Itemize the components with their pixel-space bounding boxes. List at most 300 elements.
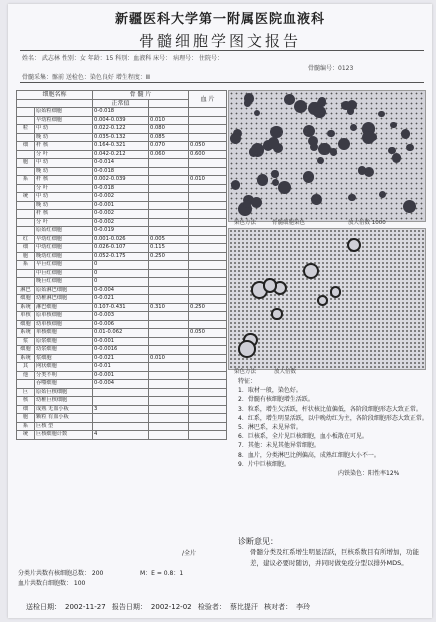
row-blood-value bbox=[189, 210, 227, 219]
row-system: 细胞 bbox=[17, 320, 35, 329]
row-normal-range: 0-0.001 bbox=[93, 337, 149, 346]
row-system: 胞 bbox=[17, 252, 35, 261]
row-blood-value bbox=[189, 269, 227, 278]
caption-magnification: 放大倍数 1000 bbox=[348, 220, 386, 226]
row-blood-value bbox=[189, 218, 227, 227]
row-cell-name: 早巨红细胞 bbox=[35, 261, 93, 270]
report-date: 2002-12-02 bbox=[150, 603, 192, 611]
marrow-micrograph-2 bbox=[228, 228, 426, 370]
row-marrow-value bbox=[149, 193, 189, 202]
row-marrow-value: 0.060 bbox=[149, 150, 189, 159]
row-normal-range: 0-0.01 bbox=[93, 363, 149, 372]
row-blood-value bbox=[189, 380, 227, 389]
marrow-cell bbox=[249, 147, 258, 156]
row-system bbox=[17, 218, 35, 227]
row-cell-name: 晚幼红细胞 bbox=[35, 252, 93, 261]
caption-stain-method: 染色方法 bbox=[234, 220, 257, 226]
row-system: 统 bbox=[17, 431, 35, 440]
table-row bbox=[17, 193, 227, 202]
row-cell-name: 原始红细胞 bbox=[35, 227, 93, 236]
row-blood-value bbox=[189, 193, 227, 202]
row-marrow-value bbox=[149, 329, 189, 338]
row-normal-range: 0-0.004 bbox=[93, 380, 149, 389]
row-marrow-value: 0.250 bbox=[149, 252, 189, 261]
report-title: 骨髓细胞学图文报告 bbox=[138, 32, 301, 50]
marrow-cell bbox=[313, 106, 325, 118]
row-marrow-value bbox=[149, 278, 189, 287]
row-marrow-value bbox=[149, 210, 189, 219]
row-system bbox=[17, 184, 35, 193]
row-marrow-value bbox=[149, 286, 189, 295]
row-cell-name: 原始粒细胞 bbox=[35, 108, 93, 117]
row-normal-range: 0.001-0.026 bbox=[93, 235, 149, 244]
row-normal-range bbox=[93, 414, 149, 423]
row-blood-value bbox=[189, 295, 227, 304]
marrow-cell bbox=[230, 133, 241, 144]
marrow-cell bbox=[268, 137, 279, 148]
row-normal-range: 0 bbox=[93, 269, 149, 278]
row-marrow-value bbox=[149, 346, 189, 355]
marrow-cell bbox=[348, 194, 356, 202]
row-system: 胞 bbox=[17, 414, 35, 423]
table-row bbox=[17, 363, 227, 372]
marrow-cell bbox=[338, 138, 350, 150]
row-normal-range: 0-0.002 bbox=[93, 218, 149, 227]
divider bbox=[20, 82, 424, 83]
row-marrow-value bbox=[149, 184, 189, 193]
table-row bbox=[17, 414, 227, 423]
table-row bbox=[17, 278, 227, 287]
row-cell-name: 吞噬细胞 bbox=[35, 380, 93, 389]
row-cell-name: 早幼粒细胞 bbox=[35, 116, 93, 125]
table-row bbox=[17, 116, 227, 125]
row-cell-name: 幼稚巨核细胞 bbox=[35, 397, 93, 406]
row-system bbox=[17, 167, 35, 176]
row-blood-value: 0.050 bbox=[189, 329, 227, 338]
table-row bbox=[17, 337, 227, 346]
row-cell-name: 网状细胞 bbox=[35, 363, 93, 372]
table-row bbox=[17, 210, 227, 219]
row-normal-range: 0-0.001 bbox=[93, 371, 149, 380]
row-marrow-value bbox=[149, 167, 189, 176]
caption-stain: 骨髓细胞染色 bbox=[272, 220, 306, 226]
row-system: 粒 bbox=[17, 125, 35, 134]
marrow-cell bbox=[317, 99, 326, 108]
table-row bbox=[17, 227, 227, 236]
row-normal-range: 0 bbox=[93, 278, 149, 287]
row-cell-name: 淋巴细胞 bbox=[35, 303, 93, 312]
megakaryocyte-unit: /全片 bbox=[182, 550, 197, 557]
row-system: 红 bbox=[17, 235, 35, 244]
row-cell-name: 杆 核 bbox=[35, 176, 93, 185]
row-system: 胞 bbox=[17, 159, 35, 168]
row-system: 系 bbox=[17, 422, 35, 431]
row-marrow-value bbox=[149, 295, 189, 304]
row-marrow-value bbox=[149, 108, 189, 117]
marrow-cell bbox=[271, 308, 282, 319]
row-system bbox=[17, 150, 35, 159]
row-system: 统 bbox=[17, 193, 35, 202]
marrow-micrograph-1 bbox=[228, 90, 426, 222]
marrow-cell bbox=[378, 111, 384, 117]
table-row bbox=[17, 380, 227, 389]
row-normal-range: 0-0.0016 bbox=[93, 346, 149, 355]
marrow-cell bbox=[330, 148, 337, 155]
row-system: 细 bbox=[17, 142, 35, 151]
row-normal-range: 0-0.018 bbox=[93, 184, 149, 193]
row-marrow-value: 0.085 bbox=[149, 133, 189, 142]
hospital-name: 新疆医科大学第一附属医院血液科 bbox=[114, 12, 325, 27]
features-heading: 特征： bbox=[238, 378, 257, 385]
header-normal: 正常值 bbox=[93, 99, 149, 108]
table-row bbox=[17, 252, 227, 261]
row-cell-name: 晚 幼 bbox=[35, 133, 93, 142]
row-normal-range: 0-0.004 bbox=[93, 286, 149, 295]
row-marrow-value bbox=[149, 227, 189, 236]
checker-name: 蔡比提汗 bbox=[229, 603, 258, 611]
row-normal-range: 0-0.021 bbox=[93, 354, 149, 363]
marrow-number: 骨髓编号：0123 bbox=[308, 65, 354, 72]
row-normal-range: 0.042-0.212 bbox=[93, 150, 149, 159]
row-cell-name: 晚 幼 bbox=[35, 201, 93, 210]
row-marrow-value bbox=[149, 388, 189, 397]
row-normal-range: 0.002-0.039 bbox=[93, 176, 149, 185]
row-normal-range: 4 bbox=[93, 431, 149, 440]
row-marrow-value: 0.010 bbox=[149, 354, 189, 363]
row-system: 细胞 bbox=[17, 346, 35, 355]
marrow-cell bbox=[294, 100, 307, 113]
marrow-cell bbox=[284, 94, 295, 105]
row-blood-value bbox=[189, 252, 227, 261]
marrow-cell bbox=[271, 170, 278, 177]
feature-item: 8．血片，分类淋巴比例偏高，成熟红细胞大小不一。 bbox=[238, 451, 380, 459]
features-section bbox=[238, 377, 428, 478]
reviewer-label: 核对者： bbox=[264, 603, 293, 611]
feature-item: 3．粒系，增生欠活跃，杆状核比值偏低，各阶段细胞形态大致正常。 bbox=[238, 405, 422, 413]
row-cell-name: 原单核细胞 bbox=[35, 312, 93, 321]
row-marrow-value bbox=[149, 363, 189, 372]
row-blood-value bbox=[189, 159, 227, 168]
marrow-cell bbox=[231, 180, 241, 190]
table-row bbox=[17, 269, 227, 278]
row-marrow-value: 0.310 bbox=[149, 303, 189, 312]
row-cell-name: 颗粒 有血小板 bbox=[35, 414, 93, 423]
row-system: 巨 bbox=[17, 388, 35, 397]
send-date: 2002-11-27 bbox=[65, 603, 106, 611]
marrow-cell bbox=[390, 122, 396, 128]
row-system bbox=[17, 210, 35, 219]
header-cell-name: 细胞名称 bbox=[17, 91, 93, 100]
row-system bbox=[17, 269, 35, 278]
row-marrow-value bbox=[149, 159, 189, 168]
row-marrow-value bbox=[149, 337, 189, 346]
row-system: 系 bbox=[17, 261, 35, 270]
row-system: 系统 bbox=[17, 329, 35, 338]
table-row bbox=[17, 354, 227, 363]
row-normal-range bbox=[93, 397, 149, 406]
row-marrow-value bbox=[149, 431, 189, 440]
row-marrow-value bbox=[149, 397, 189, 406]
table-row bbox=[17, 320, 227, 329]
row-system: 细 bbox=[17, 405, 35, 414]
feature-item: 4．红系，增生明显活跃，以中晚幼红为主，各阶段细胞形态大致正常。 bbox=[238, 414, 428, 422]
row-normal-range: 0.01-0.062 bbox=[93, 329, 149, 338]
table-row bbox=[17, 150, 227, 159]
row-system: 单核 bbox=[17, 312, 35, 321]
row-cell-name: 浆细胞 bbox=[35, 354, 93, 363]
row-system: 核 bbox=[17, 397, 35, 406]
marrow-cell bbox=[358, 166, 366, 174]
table-row bbox=[17, 422, 227, 431]
row-blood-value bbox=[189, 244, 227, 253]
row-blood-value bbox=[189, 278, 227, 287]
table-row bbox=[17, 371, 227, 380]
row-marrow-value bbox=[149, 380, 189, 389]
row-normal-range bbox=[93, 422, 149, 431]
table-row bbox=[17, 218, 227, 227]
row-marrow-value bbox=[149, 320, 189, 329]
row-blood-value bbox=[189, 312, 227, 321]
row-normal-range: 0-0.019 bbox=[93, 227, 149, 236]
row-marrow-value bbox=[149, 414, 189, 423]
features-list bbox=[238, 386, 428, 469]
table-row bbox=[17, 405, 227, 414]
row-cell-name: 分类不明 bbox=[35, 371, 93, 380]
row-system: 他 bbox=[17, 371, 35, 380]
marrow-cell bbox=[311, 194, 322, 205]
row-blood-value bbox=[189, 346, 227, 355]
row-blood-value bbox=[189, 125, 227, 134]
row-normal-range: 0.026-0.107 bbox=[93, 244, 149, 253]
header-value bbox=[149, 99, 189, 108]
row-blood-value bbox=[189, 388, 227, 397]
row-blood-value bbox=[189, 261, 227, 270]
table-row bbox=[17, 388, 227, 397]
row-cell-name: 幼稚淋巴细胞 bbox=[35, 295, 93, 304]
marrow-cell bbox=[303, 171, 314, 182]
table-row bbox=[17, 167, 227, 176]
marrow-cell bbox=[379, 191, 386, 198]
row-system: 浆 bbox=[17, 337, 35, 346]
row-blood-value: 0.050 bbox=[189, 142, 227, 151]
send-date-label: 送检日期： bbox=[26, 603, 61, 611]
feature-item: 7．其他：未见其他异常细胞。 bbox=[238, 442, 320, 450]
table-row bbox=[17, 312, 227, 321]
row-blood-value: 0.010 bbox=[189, 176, 227, 185]
row-marrow-value bbox=[149, 176, 189, 185]
row-system: 细胞 bbox=[17, 295, 35, 304]
row-marrow-value bbox=[149, 201, 189, 210]
row-normal-range: 0.052-0.175 bbox=[93, 252, 149, 261]
row-cell-name: 晚 幼 bbox=[35, 167, 93, 176]
row-system bbox=[17, 108, 35, 117]
row-cell-name: 单核细胞 bbox=[35, 329, 93, 338]
row-normal-range: 0-0.001 bbox=[93, 201, 149, 210]
total-nucleated-count: 分类片共数有核细胞总数： 200 bbox=[18, 570, 104, 577]
row-system bbox=[17, 278, 35, 287]
row-normal-range: 0.164-0.321 bbox=[93, 142, 149, 151]
row-normal-range: 0 bbox=[93, 261, 149, 270]
row-blood-value bbox=[189, 286, 227, 295]
row-cell-name: 巨核细胞计数 bbox=[35, 431, 93, 440]
row-normal-range: 0-0.006 bbox=[93, 320, 149, 329]
row-cell-name: 原浆细胞 bbox=[35, 337, 93, 346]
row-blood-value bbox=[189, 354, 227, 363]
conclusion-text: 骨髓分类及红系增生明显活跃，巨核系数目有所增加，功能差，建议必要时随访，并同时做免疫分型以排外MDS。 bbox=[250, 548, 419, 567]
row-normal-range: 0-0.014 bbox=[93, 159, 149, 168]
row-marrow-value bbox=[149, 218, 189, 227]
row-marrow-value bbox=[149, 422, 189, 431]
row-normal-range: 3 bbox=[93, 405, 149, 414]
table-row bbox=[17, 142, 227, 151]
feature-item: 6．巨核系，全片见巨核细胞，血小板散在可见。 bbox=[238, 433, 368, 441]
row-marrow-value bbox=[149, 269, 189, 278]
table-row bbox=[17, 303, 227, 312]
marrow-cell bbox=[244, 99, 251, 106]
table-row bbox=[17, 125, 227, 134]
row-blood-value bbox=[189, 116, 227, 125]
row-system bbox=[17, 116, 35, 125]
caption-magnification-2: 放大倍数 bbox=[274, 369, 297, 375]
reviewer-name: 李玲 bbox=[296, 603, 311, 611]
report-date-label: 报告日期： bbox=[111, 603, 147, 611]
row-marrow-value bbox=[149, 405, 189, 414]
row-blood-value bbox=[189, 235, 227, 244]
row-blood-value: 0.250 bbox=[189, 303, 227, 312]
conclusion-section bbox=[238, 536, 428, 569]
row-normal-range: 0-0.018 bbox=[93, 167, 149, 176]
table-row bbox=[17, 159, 227, 168]
row-normal-range: 0-0.002 bbox=[93, 193, 149, 202]
header-blank bbox=[17, 99, 93, 108]
row-system: 系统 bbox=[17, 354, 35, 363]
row-normal-range: 0-0.018 bbox=[93, 108, 149, 117]
row-cell-name: 中 幼 bbox=[35, 193, 93, 202]
row-cell-name: 中幼红细胞 bbox=[35, 244, 93, 253]
marrow-cell bbox=[341, 101, 350, 110]
row-normal-range: 0-0.003 bbox=[93, 312, 149, 321]
marrow-cell bbox=[327, 130, 334, 137]
row-system: 系统 bbox=[17, 303, 35, 312]
row-cell-name: 杆 核 bbox=[35, 210, 93, 219]
row-marrow-value bbox=[149, 371, 189, 380]
row-marrow-value: 0.080 bbox=[149, 125, 189, 134]
row-blood-value bbox=[189, 371, 227, 380]
table-row bbox=[17, 133, 227, 142]
feature-item: 5．淋巴系，未见异常。 bbox=[238, 424, 302, 432]
row-blood-value bbox=[189, 108, 227, 117]
table-row bbox=[17, 286, 227, 295]
patient-info-line: 姓名： 武志林 性别：女 年龄：15 科别：血液科 床号： 病理号： 住院号： bbox=[22, 55, 223, 62]
caption-stain-method-2: 染色方法 bbox=[234, 369, 257, 375]
row-blood-value bbox=[189, 320, 227, 329]
checker-label: 检验者： bbox=[197, 603, 226, 611]
total-wbc-count: 血片共数白细胞数： 100 bbox=[18, 580, 86, 587]
marrow-cell bbox=[270, 126, 282, 138]
row-normal-range: 0-0.002 bbox=[93, 210, 149, 219]
row-cell-name: 成熟 无血小板 bbox=[35, 405, 93, 414]
table-row bbox=[17, 329, 227, 338]
row-marrow-value bbox=[149, 312, 189, 321]
row-blood-value bbox=[189, 405, 227, 414]
row-system: 淋巴 bbox=[17, 286, 35, 295]
row-marrow-value: 0.005 bbox=[149, 235, 189, 244]
iron-stain-result: 内铁染色：阳性率12% bbox=[338, 470, 400, 478]
row-cell-name: 晚巨红细胞 bbox=[35, 278, 93, 287]
table-row bbox=[17, 295, 227, 304]
row-system: 细 bbox=[17, 244, 35, 253]
table-row bbox=[17, 108, 227, 117]
row-cell-name: 原始淋巴细胞 bbox=[35, 286, 93, 295]
feature-item: 9．片中巨核细胞。 bbox=[238, 460, 290, 468]
header-blood: 血 片 bbox=[189, 91, 227, 108]
marrow-cell bbox=[238, 340, 256, 358]
row-cell-name: 分 叶 bbox=[35, 150, 93, 159]
row-system bbox=[17, 380, 35, 389]
row-system: 系 bbox=[17, 176, 35, 185]
row-blood-value bbox=[189, 133, 227, 142]
row-normal-range: 0.035-0.132 bbox=[93, 133, 149, 142]
row-cell-name: 早幼红细胞 bbox=[35, 235, 93, 244]
row-cell-name: 中 幼 bbox=[35, 125, 93, 134]
row-marrow-value: 0.070 bbox=[149, 142, 189, 151]
table-row bbox=[17, 201, 227, 210]
row-cell-name: 原始巨核细胞 bbox=[35, 388, 93, 397]
header-marrow: 骨 髓 片 bbox=[93, 91, 189, 100]
row-cell-name: 中 幼 bbox=[35, 159, 93, 168]
row-cell-name: 分 叶 bbox=[35, 184, 93, 193]
row-cell-name: 中巨红细胞 bbox=[35, 269, 93, 278]
sample-info-line: 骨髓采集：髂前 送检色：染色良好 增生程度：Ⅲ bbox=[22, 74, 150, 81]
marrow-cell bbox=[303, 263, 319, 279]
row-marrow-value: 0.010 bbox=[149, 116, 189, 125]
row-blood-value bbox=[189, 227, 227, 236]
me-ratio: M：E = 0.8：1 bbox=[140, 570, 184, 577]
row-normal-range: 0.004-0.039 bbox=[93, 116, 149, 125]
row-blood-value: 0.600 bbox=[189, 150, 227, 159]
table-row bbox=[17, 176, 227, 185]
row-blood-value bbox=[189, 422, 227, 431]
row-marrow-value: 0.115 bbox=[149, 244, 189, 253]
row-normal-range bbox=[93, 388, 149, 397]
report-footer bbox=[26, 602, 314, 612]
table-row bbox=[17, 261, 227, 270]
marrow-cell bbox=[303, 125, 315, 137]
row-cell-name: 幼单核细胞 bbox=[35, 320, 93, 329]
marrow-cell bbox=[330, 286, 341, 297]
row-normal-range: 0.107-0.431 bbox=[93, 303, 149, 312]
feature-item: 2．骨髓有核细胞增生活跃。 bbox=[238, 396, 314, 404]
row-blood-value bbox=[189, 201, 227, 210]
row-blood-value bbox=[189, 363, 227, 372]
row-blood-value bbox=[189, 167, 227, 176]
conclusion-heading: 诊断意见： bbox=[238, 537, 278, 546]
row-normal-range: 0.022-0.122 bbox=[93, 125, 149, 134]
table-row bbox=[17, 184, 227, 193]
row-blood-value bbox=[189, 397, 227, 406]
table-row bbox=[17, 397, 227, 406]
row-blood-value bbox=[189, 337, 227, 346]
row-marrow-value bbox=[149, 261, 189, 270]
row-system bbox=[17, 201, 35, 210]
table-row bbox=[17, 235, 227, 244]
row-system bbox=[17, 227, 35, 236]
row-cell-name: 巨核 型 bbox=[35, 422, 93, 431]
marrow-cell bbox=[278, 181, 291, 194]
row-cell-name: 杆 核 bbox=[35, 142, 93, 151]
row-blood-value bbox=[189, 184, 227, 193]
table-row bbox=[17, 244, 227, 253]
